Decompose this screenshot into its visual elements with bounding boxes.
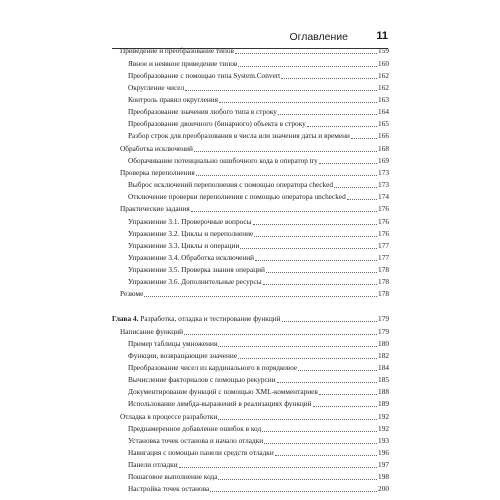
- toc-leader-dots: [253, 218, 377, 225]
- toc-leader-dots: [313, 400, 377, 407]
- toc-entry-title: Отладка в процессе разработки: [120, 412, 218, 421]
- toc-entry-title: Отключение проверки переполнения с помощью оператора unchecked: [128, 192, 346, 201]
- toc-entry: [128, 384, 389, 396]
- toc-entry-title: Практические задания: [120, 204, 190, 213]
- toc-entry: [128, 396, 389, 408]
- toc-entry-title: Панели отладки: [128, 460, 178, 469]
- toc-page-number: 176: [378, 204, 389, 213]
- toc-page-number: 169: [378, 156, 389, 165]
- toc-entry: [128, 128, 389, 140]
- toc-entry: [120, 286, 389, 298]
- toc-leader-dots: [210, 485, 377, 492]
- toc-entry-title: Проверка переполнения: [120, 168, 195, 177]
- toc-entry: [128, 68, 389, 80]
- toc-leader-dots: [185, 84, 377, 91]
- toc-entry: [128, 80, 389, 92]
- toc-entry-title: Приведение и преобразование типов: [120, 46, 235, 55]
- toc-leader-dots: [277, 376, 377, 383]
- toc-entry: [120, 201, 389, 213]
- toc-entry: [120, 141, 389, 153]
- toc-page-number: 182: [378, 351, 389, 360]
- toc-page-number: 200: [378, 484, 389, 493]
- toc-entry-title: Резюме: [120, 289, 144, 298]
- toc-leader-dots: [254, 230, 377, 237]
- toc-entry-title: Разбор строк для преобразования в числа или значения даты и времени: [128, 131, 350, 140]
- toc-entry: [128, 92, 389, 104]
- toc-entry: [128, 116, 389, 128]
- toc-leader-dots: [282, 315, 377, 322]
- toc-entry-title: Упражнение 3.2. Циклы и переполнение: [128, 229, 254, 238]
- toc-entry-title: Преобразование с помощью типа System.Convert: [128, 71, 281, 80]
- toc-leader-dots: [298, 364, 377, 371]
- toc-entry: [120, 165, 389, 177]
- toc-entry: [128, 372, 389, 384]
- toc-page-number: 165: [378, 119, 389, 128]
- toc-page-number: 178: [378, 277, 389, 286]
- toc-page-number: 168: [378, 144, 389, 153]
- toc-page-number: 198: [378, 472, 389, 481]
- toc-entry: [128, 153, 389, 165]
- toc-leader-dots: [219, 96, 377, 103]
- toc-entry: [112, 311, 389, 323]
- toc-entry: [128, 481, 389, 493]
- toc-leader-dots: [179, 461, 377, 468]
- toc-leader-dots: [144, 290, 377, 297]
- toc-leader-dots: [218, 473, 377, 480]
- toc-entry: [128, 238, 389, 250]
- toc-entry-title: Написание функций: [120, 327, 184, 336]
- toc-entry: [128, 433, 389, 445]
- toc-page-number: 176: [378, 229, 389, 238]
- toc-entry-title: Упражнение 3.1. Проверочные вопросы: [128, 217, 252, 226]
- toc-leader-dots: [191, 205, 377, 212]
- toc-entry-title: Выброс исключений переполнения с помощью оператора checked: [128, 180, 334, 189]
- toc-entry-title: Функции, возвращающие значение: [128, 351, 238, 360]
- toc-entry: [120, 409, 389, 421]
- toc-entry: [128, 177, 389, 189]
- toc-entry-title: Оборачивание потенциально ошибочного кода в оператор try: [128, 156, 318, 165]
- toc-entry: [128, 250, 389, 262]
- toc-entry-title: Вычисление факториалов с помощью рекурсии: [128, 375, 276, 384]
- toc-entry-title: Использование лямбда-выражений в реализациях функций: [128, 399, 312, 408]
- toc-page-number: 196: [378, 448, 389, 457]
- toc-page-number: 189: [378, 399, 389, 408]
- toc-entry-title: Документирование функций с помощью XML-комментариев: [128, 387, 318, 396]
- toc-page-number: 166: [378, 131, 389, 140]
- toc-entry-title: Упражнение 3.5. Проверка знания операций: [128, 265, 265, 274]
- toc-entry-title: Преобразование значения любого типа в строку: [128, 107, 277, 116]
- toc-entry: [128, 189, 389, 201]
- toc-leader-dots: [194, 145, 377, 152]
- toc-leader-dots: [264, 437, 377, 444]
- toc-page-number: 162: [378, 83, 389, 92]
- toc-page-number: 178: [378, 265, 389, 274]
- toc-entry-title: Преднамеренное добавление ошибок в код: [128, 424, 262, 433]
- toc-leader-dots: [184, 328, 377, 335]
- toc-leader-dots: [238, 60, 377, 67]
- toc-entry: [128, 214, 389, 226]
- toc-entry: [128, 274, 389, 286]
- toc-leader-dots: [319, 388, 377, 395]
- toc-entry: [120, 43, 389, 55]
- toc-page-number: 188: [378, 387, 389, 396]
- toc-entry-title: Упражнение 3.3. Циклы и операции: [128, 241, 240, 250]
- toc-entry-title: Явное и неявное приведение типов: [128, 59, 238, 68]
- toc-leader-dots: [319, 157, 377, 164]
- header-section-title: Оглавление: [289, 31, 348, 43]
- toc-entry: [128, 445, 389, 457]
- toc-page-number: 162: [378, 71, 389, 80]
- toc-leader-dots: [263, 278, 377, 285]
- toc-leader-dots: [196, 169, 377, 176]
- toc-entry-title: Настройка точек останова: [128, 484, 210, 493]
- toc-page-number: 179: [378, 327, 389, 336]
- toc-page-number: 192: [378, 424, 389, 433]
- toc-page-number: 160: [378, 59, 389, 68]
- toc-entry: [128, 336, 389, 348]
- toc-page-number: 180: [378, 339, 389, 348]
- toc-leader-dots: [278, 108, 377, 115]
- toc-leader-dots: [218, 340, 377, 347]
- toc-page-number: 174: [378, 192, 389, 201]
- toc-entry-title: Установка точек останова и начало отладки: [128, 436, 264, 445]
- toc-leader-dots: [218, 413, 377, 420]
- toc-page-number: 179: [378, 314, 389, 323]
- toc-entry-title: [112, 314, 281, 323]
- toc-entry-title: Упражнение 3.6. Дополнительные ресурсы: [128, 277, 262, 286]
- toc-leader-dots: [307, 120, 377, 127]
- toc-page-number: 173: [378, 180, 389, 189]
- toc-leader-dots: [235, 47, 377, 54]
- toc-page-number: 163: [378, 95, 389, 104]
- toc-page-number: 185: [378, 375, 389, 384]
- toc-page-number: 173: [378, 168, 389, 177]
- chapter-title: Разработка, отладка и тестирование функций: [138, 314, 281, 323]
- toc-entry: [128, 421, 389, 433]
- toc-entry-title: Пример таблицы умножения: [128, 339, 218, 348]
- chapter-number: Глава 4.: [112, 314, 139, 323]
- toc-entry-title: Преобразование чисел из кардинального в порядковое: [128, 363, 298, 372]
- header-page-number: 11: [376, 30, 388, 42]
- toc-entry: [128, 457, 389, 469]
- toc-page-number: 176: [378, 217, 389, 226]
- toc-page-number: 177: [378, 241, 389, 250]
- toc-entry-title: Навигация с помощью панели средств отладки: [128, 448, 274, 457]
- toc-page-number: 177: [378, 253, 389, 262]
- toc-page-number: 197: [378, 460, 389, 469]
- toc-leader-dots: [275, 449, 377, 456]
- toc-leader-dots: [238, 352, 377, 359]
- toc-entry: [128, 469, 389, 481]
- toc-entry: [128, 348, 389, 360]
- toc-leader-dots: [255, 254, 377, 261]
- toc-leader-dots: [266, 266, 377, 273]
- toc-page-number: 159: [378, 46, 389, 55]
- toc-entry-title: Преобразование двоичного (бинарного) объекта в строку: [128, 119, 306, 128]
- toc-entry-title: Обработка исключений: [120, 144, 193, 153]
- toc-leader-dots: [281, 72, 377, 79]
- toc-entry-title: Упражнение 3.4. Обработка исключений: [128, 253, 255, 262]
- toc-leader-dots: [351, 132, 377, 139]
- toc-leader-dots: [240, 242, 377, 249]
- toc-entry: [128, 262, 389, 274]
- toc-page-number: 192: [378, 412, 389, 421]
- toc-entry-title: Пошаговое выполнение кода: [128, 472, 218, 481]
- toc-page-number: 184: [378, 363, 389, 372]
- toc-entry: [128, 56, 389, 68]
- toc-page-number: 164: [378, 107, 389, 116]
- toc-leader-dots: [347, 193, 377, 200]
- toc-page-number: 193: [378, 436, 389, 445]
- toc-page-number: 178: [378, 289, 389, 298]
- toc-entry: [128, 104, 389, 116]
- toc-entry: [128, 226, 389, 238]
- toc-leader-dots: [262, 425, 377, 432]
- toc-entry-title: Округление чисел: [128, 83, 185, 92]
- toc-entry: [120, 324, 389, 336]
- toc-entry-title: Контроль правил округления: [128, 95, 218, 104]
- toc-entry: [128, 360, 389, 372]
- toc-leader-dots: [334, 181, 377, 188]
